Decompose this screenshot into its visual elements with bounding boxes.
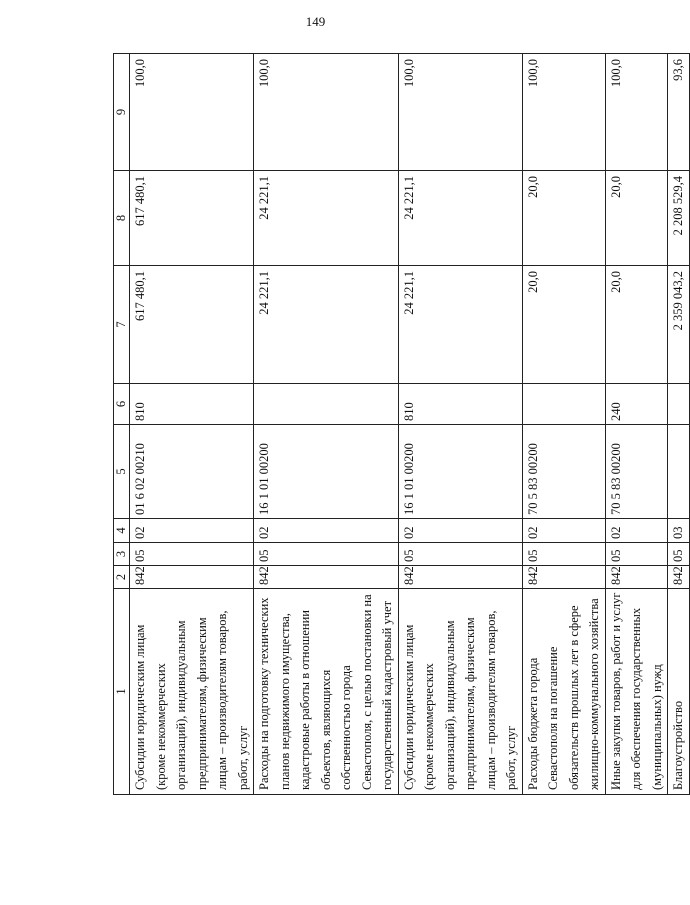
- page-number: 149: [305, 14, 326, 29]
- row-amount-plan: 24 221,1: [398, 266, 522, 384]
- row-percent: 93,6: [668, 54, 690, 171]
- row-amount-fact: 24 221,1: [398, 171, 522, 266]
- row-section: 05: [668, 543, 690, 566]
- row-expense-type: 240: [605, 384, 668, 425]
- row-section: 05: [605, 543, 668, 566]
- row-expense-type: 810: [130, 384, 254, 425]
- table-row: [605, 54, 668, 795]
- row-target: 70 5 83 00200: [605, 425, 668, 519]
- row-section: 05: [254, 543, 399, 566]
- table-row: [668, 54, 690, 795]
- row-expense-type: 810: [398, 384, 522, 425]
- row-code: 842: [668, 566, 690, 589]
- table-header-row: [114, 54, 130, 795]
- row-section: 05: [522, 543, 605, 566]
- header-cell: 2: [114, 566, 130, 589]
- row-percent: 100,0: [130, 54, 254, 171]
- table-row: [130, 54, 254, 795]
- header-cell: 4: [114, 519, 130, 543]
- row-subsection: 02: [605, 519, 668, 543]
- header-cell: 5: [114, 425, 130, 519]
- row-code: 842: [605, 566, 668, 589]
- row-name: Иные закупки товаров, работ и услуг для обеспечения государственных (муниципальных) нужд: [605, 589, 668, 795]
- row-target: [668, 425, 690, 519]
- row-amount-fact: 2 208 529,4: [668, 171, 690, 266]
- row-target: 01 6 02 00210: [130, 425, 254, 519]
- row-code: 842: [398, 566, 522, 589]
- row-name: Субсидии юридическим лицам (кроме некоммерческих организаций), индивидуальным предпринимателям, физическим лицам – производителям товаров, работ, услуг: [130, 589, 254, 795]
- row-amount-fact: 617 480,1: [130, 171, 254, 266]
- row-percent: 100,0: [605, 54, 668, 171]
- row-amount-fact: 20,0: [522, 171, 605, 266]
- rotated-table-container: [113, 54, 685, 795]
- header-cell: 9: [114, 54, 130, 171]
- row-name: Благоустройство: [668, 589, 690, 795]
- header-cell: 8: [114, 171, 130, 266]
- row-section: 05: [398, 543, 522, 566]
- row-target: 70 5 83 00200: [522, 425, 605, 519]
- row-section: 05: [130, 543, 254, 566]
- row-subsection: 02: [254, 519, 399, 543]
- row-subsection: 03: [668, 519, 690, 543]
- table-row: [522, 54, 605, 795]
- row-expense-type: [522, 384, 605, 425]
- header-cell: 1: [114, 589, 130, 795]
- budget-table: [113, 53, 690, 795]
- header-cell: 7: [114, 266, 130, 384]
- row-subsection: 02: [130, 519, 254, 543]
- table-row: [254, 54, 399, 795]
- row-code: 842: [130, 566, 254, 589]
- row-subsection: 02: [522, 519, 605, 543]
- row-amount-plan: 24 221,1: [254, 266, 399, 384]
- header-cell: 6: [114, 384, 130, 425]
- row-subsection: 02: [398, 519, 522, 543]
- row-target: 16 1 01 00200: [398, 425, 522, 519]
- row-name: Расходы на подготовку технических планов недвижимого имущества, кадастровые работы в отношении объектов, являющихся собственностью города Севастополя, с целью постановки на государственный кадастровый учет: [254, 589, 399, 795]
- row-amount-plan: 617 480,1: [130, 266, 254, 384]
- table-row: [398, 54, 522, 795]
- row-percent: 100,0: [254, 54, 399, 171]
- row-name: Расходы бюджета города Севастополя на погашение обязательств прошлых лет в сфере жилищно-коммунального хозяйства: [522, 589, 605, 795]
- row-code: 842: [522, 566, 605, 589]
- row-amount-plan: 20,0: [522, 266, 605, 384]
- row-amount-fact: 20,0: [605, 171, 668, 266]
- row-amount-plan: 20,0: [605, 266, 668, 384]
- row-code: 842: [254, 566, 399, 589]
- row-amount-plan: 2 359 043,2: [668, 266, 690, 384]
- row-percent: 100,0: [398, 54, 522, 171]
- row-expense-type: [668, 384, 690, 425]
- row-percent: 100,0: [522, 54, 605, 171]
- row-expense-type: [254, 384, 399, 425]
- row-name: Субсидии юридическим лицам (кроме некоммерческих организаций), индивидуальным предпринимателям, физическим лицам – производителям товаров, работ, услуг: [398, 589, 522, 795]
- header-cell: 3: [114, 543, 130, 566]
- row-amount-fact: 24 221,1: [254, 171, 399, 266]
- row-target: 16 1 01 00200: [254, 425, 399, 519]
